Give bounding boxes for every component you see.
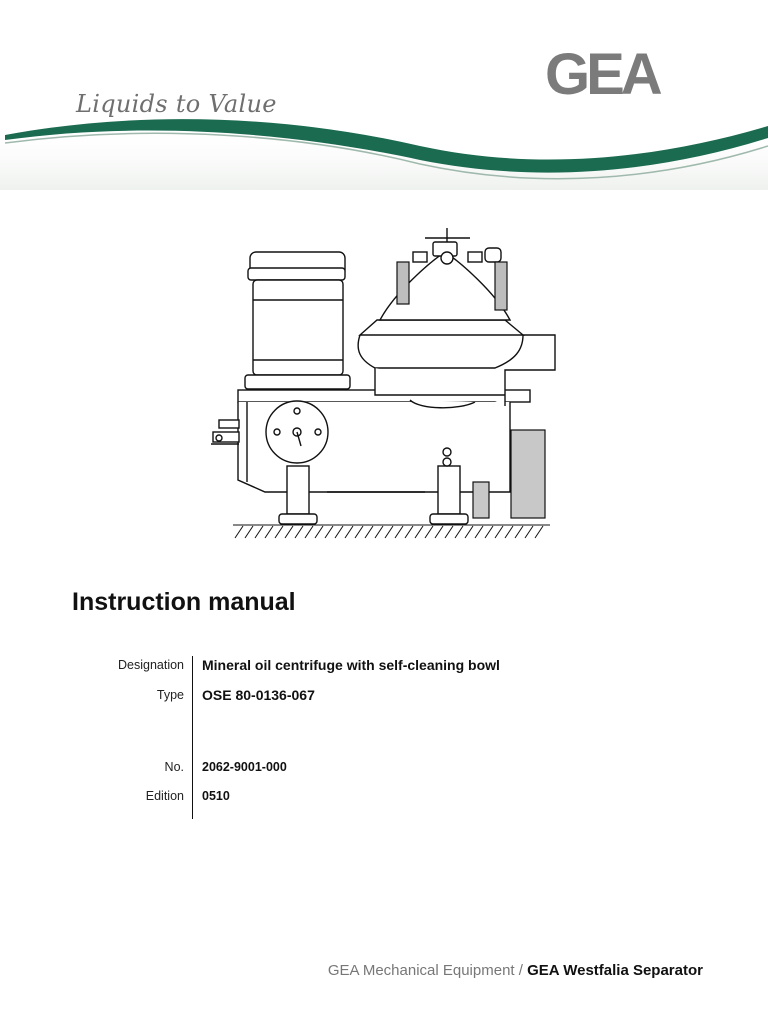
- number-label: No.: [164, 760, 184, 774]
- edition-value: 0510: [202, 789, 230, 803]
- designation-value: Mineral oil centrifuge with self-cleaning bowl: [202, 657, 500, 673]
- type-value: OSE 80-0136-067: [202, 687, 315, 703]
- motor: [245, 252, 350, 389]
- side-valve: [211, 420, 239, 444]
- footer-division-name: GEA Westfalia Separator: [527, 962, 703, 979]
- document-metadata: [0, 652, 768, 822]
- designation-label: Designation: [117, 658, 184, 672]
- header-banner: [0, 0, 768, 190]
- document-title: Instruction manual: [72, 588, 296, 616]
- ground-hatch: [233, 525, 550, 538]
- gea-logo: [545, 48, 705, 100]
- type-label: Type: [156, 688, 184, 702]
- centrifuge-illustration: [205, 220, 560, 545]
- vertical-divider: [192, 656, 193, 819]
- svg-text:GEA: GEA: [545, 48, 659, 100]
- base-frame: [238, 390, 530, 492]
- footer-company: [328, 962, 703, 979]
- tagline: Liquids to Value: [76, 90, 277, 118]
- footer-company-name: GEA Mechanical Equipment /: [327, 962, 523, 979]
- number-value: 2062-9001-000: [202, 760, 287, 774]
- edition-label: Edition: [145, 789, 184, 803]
